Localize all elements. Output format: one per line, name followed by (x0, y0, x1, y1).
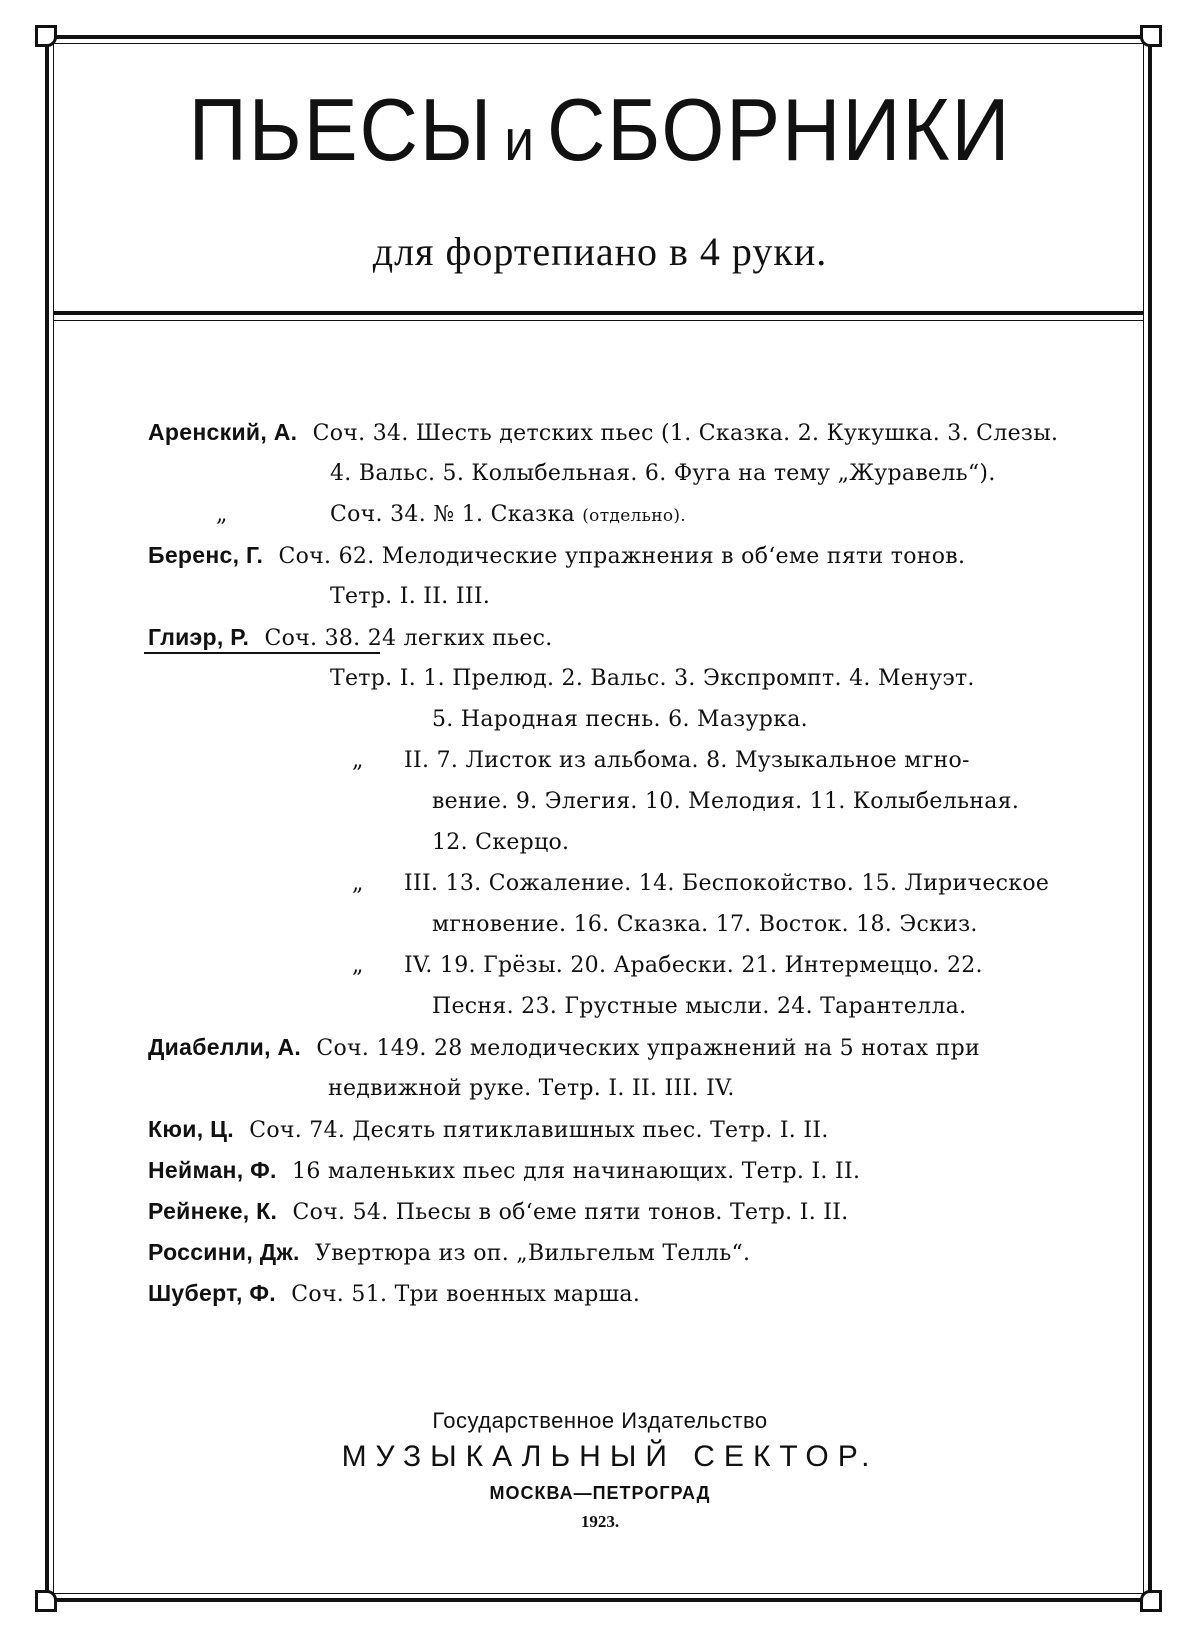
ditto-mark: „ (352, 953, 364, 978)
work-text: II. 7. Листок из альбома. 8. Музыкальное мгно- (404, 748, 970, 773)
work-note: (отдельно). (582, 506, 687, 526)
list-item (148, 740, 1018, 781)
work-text: вение. 9. Элегия. 10. Мелодия. 11. Колыбельная. (432, 789, 1020, 814)
list-item (148, 412, 1059, 453)
title-part1: ПЬЕСЫ (188, 80, 494, 179)
header-rule (53, 311, 1144, 315)
work-text: Соч. 38. 24 легких пьес. (264, 626, 553, 651)
list-item-continuation (148, 1068, 1018, 1109)
work-text: 4. Вальс. 5. Колыбельная. 6. Фуга на тему „Журавель“). (330, 461, 996, 486)
work-text: Соч. 74. Десять пятиклавишных пьес. Тетр. I. II. (249, 1118, 829, 1143)
list-item (148, 945, 1018, 986)
ditto-mark: „ (216, 502, 228, 527)
author-name: Россини, Дж. (148, 1239, 300, 1265)
work-text: IV. 19. Грёзы. 20. Арабески. 21. Интермеццо. 22. (404, 953, 983, 978)
list-item-continuation (148, 699, 1018, 740)
work-text: Соч. 149. 28 мелодических упражнений на 5 нотах при (316, 1036, 980, 1061)
work-text: Увертюра из оп. „Вильгельм Телль“. (315, 1241, 751, 1266)
list-item-continuation (148, 576, 1018, 617)
underline-mark (144, 652, 380, 654)
work-text: Песня. 23. Грустные мысли. 24. Тарантелла. (432, 994, 967, 1019)
author-name: Аренский, А. (148, 419, 298, 445)
list-item (148, 1232, 1018, 1273)
work-text: Соч. 54. Пьесы в об‘еме пяти тонов. Тетр. I. II. (292, 1200, 849, 1225)
author-name: Беренс, Г. (148, 542, 264, 568)
list-item (148, 1273, 1018, 1314)
list-item (148, 1027, 1018, 1068)
header-rule-thin (53, 320, 1144, 321)
title-conjunction: и (504, 108, 536, 173)
work-text: Тетр. I. 1. Прелюд. 2. Вальс. 3. Экспромпт. 4. Менуэт. (330, 666, 975, 691)
work-text: III. 13. Сожаление. 14. Беспокойство. 15. Лирическое (404, 871, 1050, 896)
corner-ornament (1140, 25, 1162, 47)
publisher-cities: МОСКВА—ПЕТРОГРАД (489, 1483, 711, 1503)
author-name: Диабелли, А. (148, 1034, 302, 1060)
work-text: Тетр. I. II. III. (330, 584, 491, 609)
author-name: Шуберт, Ф. (148, 1280, 276, 1306)
work-text: Соч. 34. Шесть детских пьес (1. Сказка. 2. Кукушка. 3. Слезы. (312, 421, 1059, 446)
list-item (148, 617, 1018, 658)
work-text: Соч. 62. Мелодические упражнения в об‘еме пяти тонов. (278, 544, 966, 569)
work-text: 12. Скерцо. (432, 830, 570, 855)
corner-ornament (35, 1590, 57, 1612)
ditto-mark: „ (352, 871, 364, 896)
list-item (148, 863, 1050, 904)
publisher-name: Государственное Издательство (432, 1408, 768, 1433)
catalogue-list (148, 412, 1059, 1314)
work-text: Соч. 51. Три военных марша. (291, 1282, 641, 1307)
page-subtitle: для фортепиано в 4 руки. (372, 229, 828, 274)
work-text: 5. Народная песнь. 6. Мазурка. (432, 707, 808, 732)
work-text: мгновение. 16. Сказка. 17. Восток. 18. Эскиз. (432, 912, 978, 937)
corner-ornament (1140, 1590, 1162, 1612)
author-name: Рейнеке, К. (148, 1198, 278, 1224)
author-name: Глиэр, Р. (148, 624, 250, 650)
publisher-imprint (0, 1405, 1200, 1535)
title-part2: СБОРНИКИ (546, 80, 1012, 179)
list-item (148, 1150, 1018, 1191)
list-item-continuation (148, 781, 1018, 822)
corner-ornament (35, 25, 57, 47)
list-item-continuation (148, 822, 1018, 863)
list-item-continuation (148, 453, 1018, 494)
author-name: Нейман, Ф. (148, 1157, 277, 1183)
list-item (148, 658, 1018, 699)
publisher-division: МУЗЫКАЛЬНЫЙ СЕКТОР. (341, 1440, 879, 1473)
list-item (148, 1191, 1018, 1232)
work-text: 16 маленьких пьес для начинающих. Тетр. I. II. (292, 1159, 861, 1184)
publication-year: 1923. (580, 1512, 620, 1531)
list-item-continuation (148, 904, 1018, 945)
list-item (148, 535, 1018, 576)
work-text: Соч. 34. № 1. Сказка (330, 502, 575, 527)
author-name: Кюи, Ц. (148, 1116, 234, 1142)
list-item (148, 1109, 1018, 1150)
list-item-continuation (148, 986, 1018, 1027)
ditto-mark: „ (352, 748, 364, 773)
page-title (48, 82, 1152, 179)
work-text: недвижной руке. Тетр. I. II. III. IV. (328, 1076, 735, 1101)
list-item (148, 494, 1018, 535)
